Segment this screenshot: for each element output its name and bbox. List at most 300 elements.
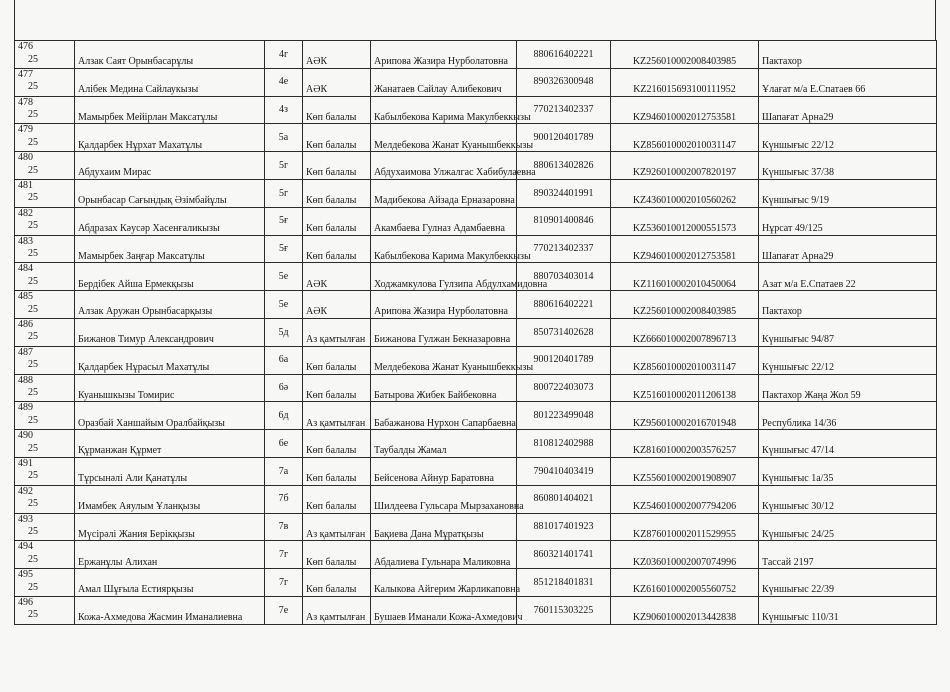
student-name-cell <box>75 263 265 291</box>
category-label: Аз қамтылған <box>306 528 366 540</box>
student-name: Алзак Аружан Орынбасарқызы <box>78 306 213 318</box>
class-cell <box>265 318 303 346</box>
iban-cell <box>611 318 759 346</box>
class-label: 5а <box>278 132 289 144</box>
table-row <box>15 596 937 624</box>
category-label: Көп балалы <box>306 111 357 123</box>
category-label: Көп балалы <box>306 167 357 179</box>
class-cell <box>265 207 303 235</box>
category-cell <box>303 179 371 207</box>
student-name: Қалдарбек Нұрасыл Махатұлы <box>78 362 210 374</box>
row-number-cell <box>15 569 75 597</box>
class-label: 7е <box>278 604 289 616</box>
iban-cell <box>611 596 759 624</box>
student-name-cell <box>75 291 265 319</box>
category-cell <box>303 457 371 485</box>
row-number-cell <box>15 596 75 624</box>
row-number: 486 <box>18 318 33 330</box>
parent-name: Жанатаев Сайлау Алибекович <box>374 84 502 96</box>
table-row <box>15 457 937 485</box>
table-row <box>15 374 937 402</box>
category-cell <box>303 513 371 541</box>
grade-code: 25 <box>28 248 38 260</box>
table-row <box>15 207 937 235</box>
iin-number: 880703403014 <box>533 271 594 283</box>
row-number-cell <box>15 291 75 319</box>
student-name-cell <box>75 207 265 235</box>
iin-number: 800722403073 <box>533 382 594 394</box>
parent-name: Ходжамкулова Гулзипа Абдулхамидовна <box>374 278 548 290</box>
iin-cell <box>517 596 611 624</box>
iin-number: 881017401923 <box>533 521 594 533</box>
student-name-cell <box>75 596 265 624</box>
class-cell <box>265 430 303 458</box>
category-cell <box>303 318 371 346</box>
parent-name: Кабылбекова Карима Макулбеккызы <box>374 111 531 123</box>
row-number-cell <box>15 152 75 180</box>
category-cell <box>303 235 371 263</box>
iban-number: KZ536010012000551573 <box>632 223 737 235</box>
category-cell <box>303 569 371 597</box>
row-number: 479 <box>18 124 33 136</box>
student-name: Ержанұлы Алихан <box>78 556 158 568</box>
grade-code: 25 <box>28 109 38 121</box>
iban-cell <box>611 513 759 541</box>
table-row <box>15 569 937 597</box>
iban-cell <box>611 430 759 458</box>
iban-cell <box>611 68 759 96</box>
row-number: 496 <box>18 596 33 608</box>
row-number-cell <box>15 68 75 96</box>
category-cell <box>303 68 371 96</box>
class-label: 5е <box>278 298 289 310</box>
grade-code: 25 <box>28 136 38 148</box>
grade-code: 25 <box>28 414 38 426</box>
address-cell <box>759 96 937 124</box>
address-text: Күншығыс 22/12 <box>762 139 834 151</box>
address-cell <box>759 291 937 319</box>
address-text: Күншығыс 9/19 <box>762 195 829 207</box>
parent-name-cell <box>371 263 548 291</box>
row-number: 478 <box>18 96 33 108</box>
iin-number: 801223499048 <box>533 410 594 421</box>
address-text: Нұрсат 49/125 <box>762 223 823 235</box>
table-body <box>15 41 937 625</box>
student-name: Амал Шұғыла Естиярқызы <box>78 584 194 596</box>
class-label: 4з <box>279 104 288 116</box>
row-number: 492 <box>18 485 33 497</box>
iin-cell <box>517 41 611 69</box>
parent-name: Бейсенова Айнур Баратовна <box>374 473 494 485</box>
category-label: Көп балалы <box>306 362 357 374</box>
iban-cell <box>611 569 759 597</box>
parent-name-cell <box>371 291 517 319</box>
category-cell <box>303 430 371 458</box>
student-name: Мамырбек Заңғар Максатұлы <box>78 250 205 262</box>
iin-number: 851218401831 <box>533 576 594 588</box>
class-label: 5ғ <box>278 215 289 227</box>
address-text: Ұлағат м/а Е.Спатаев 66 <box>762 84 866 96</box>
table-row <box>15 291 937 319</box>
iban-number: KZ116010002010450064 <box>633 278 736 290</box>
iban-cell <box>611 374 759 402</box>
category-cell <box>303 96 371 124</box>
parent-name-cell <box>371 68 517 96</box>
iban-cell <box>611 152 759 180</box>
class-cell <box>265 291 303 319</box>
student-name: Абдухаим Мирас <box>78 167 152 179</box>
address-text: Күншығыс 22/12 <box>762 362 834 374</box>
table-row <box>15 263 937 291</box>
student-name: Алзак Саят Орынбасарұлы <box>78 56 194 68</box>
category-label: Көп балалы <box>306 250 357 262</box>
address-text: Күншығыс 37/38 <box>762 167 834 179</box>
category-label: АӘК <box>306 56 328 68</box>
grade-code: 25 <box>28 331 38 343</box>
student-name-cell <box>75 485 265 513</box>
parent-name-cell <box>371 402 517 430</box>
table-row <box>15 96 937 124</box>
class-label: 7а <box>278 465 289 477</box>
iban-number: KZ036010002007074996 <box>632 556 737 568</box>
address-text: Күншығыс 1а/35 <box>762 473 834 485</box>
row-number-cell <box>15 513 75 541</box>
grade-code: 25 <box>28 498 38 510</box>
row-number: 481 <box>18 179 33 191</box>
student-name-cell <box>75 68 265 96</box>
iban-number: KZ816010002003576257 <box>632 445 737 457</box>
parent-name-cell <box>371 457 517 485</box>
iin-number: 790410403419 <box>533 465 594 477</box>
student-name: Мүсірәлі Жания Берікқызы <box>78 528 195 540</box>
category-cell <box>303 402 371 430</box>
iban-number: KZ876010002011529955 <box>633 528 736 540</box>
iban-number: KZ926010002007820197 <box>632 167 737 179</box>
iin-number: 890326300948 <box>533 76 594 88</box>
student-name-cell <box>75 346 265 374</box>
parent-name: Бабажанова Нурхон Сапарбаевна <box>374 417 516 429</box>
category-cell <box>303 485 371 513</box>
student-registry-table <box>14 40 937 625</box>
parent-name-cell <box>371 124 534 152</box>
address-text: Республика 14/36 <box>762 417 837 429</box>
category-label: Көп балалы <box>306 584 357 596</box>
address-text: Күншығыс 47/14 <box>762 445 834 457</box>
iin-number: 860321401741 <box>533 548 594 560</box>
iban-number: KZ516010002011206138 <box>633 389 736 401</box>
address-cell <box>759 402 937 430</box>
student-name-cell <box>75 430 265 458</box>
parent-name: Таубалды Жамал <box>374 445 447 457</box>
category-cell <box>303 263 371 291</box>
iban-number: KZ856010002010031147 <box>633 362 736 374</box>
student-name-cell <box>75 124 265 152</box>
class-label: 7в <box>278 521 289 533</box>
iin-cell <box>517 569 611 597</box>
category-cell <box>303 152 371 180</box>
address-cell <box>759 569 937 597</box>
parent-name: Абдалиева Гульнара Маликовна <box>374 556 511 568</box>
table-row <box>15 430 937 458</box>
iban-cell <box>611 124 759 152</box>
row-number: 484 <box>18 263 33 275</box>
category-label: Көп балалы <box>306 556 357 568</box>
address-cell <box>759 318 937 346</box>
table-row <box>15 513 937 541</box>
row-number: 489 <box>18 402 33 414</box>
student-name: Оразбай Ханшайым Оралбайқызы <box>78 417 225 429</box>
row-number-cell <box>15 541 75 569</box>
address-cell <box>759 374 937 402</box>
row-number: 482 <box>18 207 33 219</box>
grade-code: 25 <box>28 303 38 315</box>
category-label: Аз қамтылған <box>306 612 366 624</box>
class-label: 6а <box>278 354 289 366</box>
grade-code: 25 <box>28 81 38 93</box>
address-cell <box>759 457 937 485</box>
iin-number: 860801404021 <box>533 493 594 505</box>
student-name: Бижанов Тимур Александрович <box>78 334 214 346</box>
iban-cell <box>611 207 759 235</box>
iban-cell <box>611 235 759 263</box>
class-label: 7г <box>278 576 289 588</box>
student-name-cell <box>75 318 265 346</box>
iban-number: KZ256010002008403985 <box>632 56 737 68</box>
parent-name-cell <box>371 41 517 69</box>
class-cell <box>265 402 303 430</box>
category-label: АӘК <box>306 278 328 290</box>
row-number: 485 <box>18 291 33 303</box>
address-cell <box>759 263 937 291</box>
parent-name: Арипова Жазира Нурболатовна <box>374 306 508 318</box>
address-text: Пактахор Жаңа Жол 59 <box>762 389 861 401</box>
row-number-cell <box>15 374 75 402</box>
iban-number: KZ436010002010560262 <box>632 195 737 207</box>
parent-name-cell <box>371 374 517 402</box>
class-label: 5г <box>278 159 289 171</box>
iin-cell <box>517 291 611 319</box>
iin-number: 880616402221 <box>533 48 594 60</box>
iin-cell <box>517 541 611 569</box>
grade-code: 25 <box>28 581 38 593</box>
iban-number: KZ946010002012753581 <box>632 111 737 123</box>
parent-name-cell <box>371 485 524 513</box>
class-cell <box>265 569 303 597</box>
class-cell <box>265 68 303 96</box>
address-cell <box>759 207 937 235</box>
row-number-cell <box>15 41 75 69</box>
class-cell <box>265 124 303 152</box>
row-number: 477 <box>18 68 33 80</box>
student-name-cell <box>75 152 265 180</box>
category-label: Көп балалы <box>306 473 357 485</box>
row-number: 490 <box>18 430 33 442</box>
parent-name-cell <box>371 235 531 263</box>
category-label: Көп балалы <box>306 445 357 457</box>
address-cell <box>759 235 937 263</box>
iban-cell <box>611 263 759 291</box>
class-label: 5д <box>278 326 289 338</box>
address-text: Күншығыс 94/87 <box>762 334 834 346</box>
table-row <box>15 541 937 569</box>
row-number: 480 <box>18 152 33 164</box>
class-label: 7г <box>278 548 289 560</box>
iin-cell <box>517 179 611 207</box>
table-row <box>15 124 937 152</box>
category-cell <box>303 124 371 152</box>
category-label: АӘК <box>306 84 328 96</box>
student-name: Мамырбек Мейірлан Максатұлы <box>78 111 218 123</box>
row-number-cell <box>15 96 75 124</box>
parent-name-cell <box>371 179 517 207</box>
table-row <box>15 346 937 374</box>
grade-code: 25 <box>28 387 38 399</box>
parent-name: Мадибекова Айзада Ерназаровна <box>374 195 515 207</box>
iin-cell <box>517 68 611 96</box>
parent-name: Бақиева Дана Мұратқызы <box>374 528 484 540</box>
class-label: 6ә <box>278 382 289 394</box>
iban-number: KZ546010002007794206 <box>632 501 737 513</box>
parent-name-cell <box>371 569 521 597</box>
category-label: Көп балалы <box>306 223 357 235</box>
student-name: Орынбасар Сағындық Әзімбайұлы <box>78 195 227 207</box>
iin-cell <box>517 513 611 541</box>
grade-code: 25 <box>28 609 38 621</box>
iin-cell <box>517 485 611 513</box>
address-text: Тассай 2197 <box>762 556 814 568</box>
table-row <box>15 41 937 69</box>
address-cell <box>759 124 937 152</box>
registry-sheet <box>14 40 936 625</box>
address-text: Күншығыс 30/12 <box>762 501 834 513</box>
parent-name: Шилдеева Гульсара Мырзахановна <box>374 501 524 513</box>
iban-cell <box>611 485 759 513</box>
address-cell <box>759 430 937 458</box>
address-text: Пактахор <box>762 306 802 318</box>
parent-name-cell <box>371 152 536 180</box>
table-row <box>15 485 937 513</box>
row-number-cell <box>15 179 75 207</box>
student-name: Бердібек Айша Ермекқызы <box>78 278 194 290</box>
class-label: 7б <box>278 493 289 505</box>
grade-code: 25 <box>28 192 38 204</box>
grade-code: 25 <box>28 526 38 538</box>
category-label: Көп балалы <box>306 195 357 207</box>
class-cell <box>265 346 303 374</box>
row-number: 487 <box>18 346 33 358</box>
row-number-cell <box>15 235 75 263</box>
iban-cell <box>611 346 759 374</box>
parent-name: Батырова Жибек Байбековна <box>374 389 497 401</box>
row-number: 488 <box>18 374 33 386</box>
address-cell <box>759 68 937 96</box>
category-label: Аз қамтылған <box>306 334 366 346</box>
class-label: 4г <box>278 48 289 60</box>
table-row <box>15 235 937 263</box>
iban-number: KZ856010002010031147 <box>633 139 736 151</box>
row-number: 476 <box>18 41 33 52</box>
parent-name-cell <box>371 513 517 541</box>
student-name: Тұрсынәлі Али Қанатұлы <box>78 473 188 485</box>
category-label: АӘК <box>306 306 328 318</box>
class-label: 6е <box>278 437 289 449</box>
student-name: Қалдарбек Нұрхат Махатұлы <box>78 139 203 151</box>
iban-cell <box>611 402 759 430</box>
class-label: 5ғ <box>278 243 289 255</box>
class-cell <box>265 485 303 513</box>
iin-number: 770213402337 <box>533 243 594 255</box>
address-text: Азат м/а Е.Спатаев 22 <box>762 278 856 290</box>
parent-name-cell <box>371 346 534 374</box>
parent-name-cell <box>371 596 523 624</box>
class-cell <box>265 235 303 263</box>
address-cell <box>759 346 937 374</box>
iin-cell <box>517 402 611 430</box>
iban-number: KZ616010002005560752 <box>632 584 737 596</box>
grade-code: 25 <box>28 442 38 454</box>
student-name-cell <box>75 541 265 569</box>
class-label: 4е <box>278 76 289 88</box>
address-cell <box>759 179 937 207</box>
category-cell <box>303 291 371 319</box>
address-cell <box>759 41 937 69</box>
iban-number: KZ946010002012753581 <box>632 250 737 262</box>
address-text: Күншығыс 24/25 <box>762 528 834 540</box>
student-name-cell <box>75 402 265 430</box>
student-name-cell <box>75 179 265 207</box>
grade-code: 25 <box>28 53 38 65</box>
grade-code: 25 <box>28 220 38 232</box>
address-cell <box>759 485 937 513</box>
table-row <box>15 152 937 180</box>
table-top-right-border <box>935 0 936 40</box>
parent-name: Арипова Жазира Нурболатовна <box>374 56 508 68</box>
row-number: 491 <box>18 457 33 469</box>
address-text: Пактахор <box>762 56 802 68</box>
grade-code: 25 <box>28 275 38 287</box>
class-cell <box>265 96 303 124</box>
student-name-cell <box>75 96 265 124</box>
student-name-cell <box>75 457 265 485</box>
parent-name: Бижанова Гулжан Бекназаровна <box>374 334 511 346</box>
student-name: Абдразах Кәусәр Хасенғаликызы <box>78 223 220 235</box>
iban-cell <box>611 96 759 124</box>
row-number: 494 <box>18 541 33 553</box>
iin-number: 810812402988 <box>533 437 594 449</box>
class-cell <box>265 541 303 569</box>
parent-name: Мелдебекова Жанат Куанышбеккызы <box>374 139 534 151</box>
category-cell <box>303 596 371 624</box>
class-cell <box>265 152 303 180</box>
student-name-cell <box>75 41 265 69</box>
class-label: 5е <box>278 271 289 283</box>
table-row <box>15 68 937 96</box>
table-top-left-border <box>14 0 15 40</box>
class-cell <box>265 513 303 541</box>
row-number-cell <box>15 318 75 346</box>
iin-cell <box>517 457 611 485</box>
grade-code: 25 <box>28 164 38 176</box>
iban-number: KZ556010002001908907 <box>632 473 737 485</box>
parent-name-cell <box>371 96 531 124</box>
iin-cell <box>517 207 611 235</box>
iin-number: 890324401991 <box>533 187 594 199</box>
student-name: Кожа-Ахмедова Жасмин Иманалиевна <box>78 612 243 624</box>
parent-name-cell <box>371 541 517 569</box>
row-number-cell <box>15 124 75 152</box>
address-cell <box>759 596 937 624</box>
student-name-cell <box>75 513 265 541</box>
